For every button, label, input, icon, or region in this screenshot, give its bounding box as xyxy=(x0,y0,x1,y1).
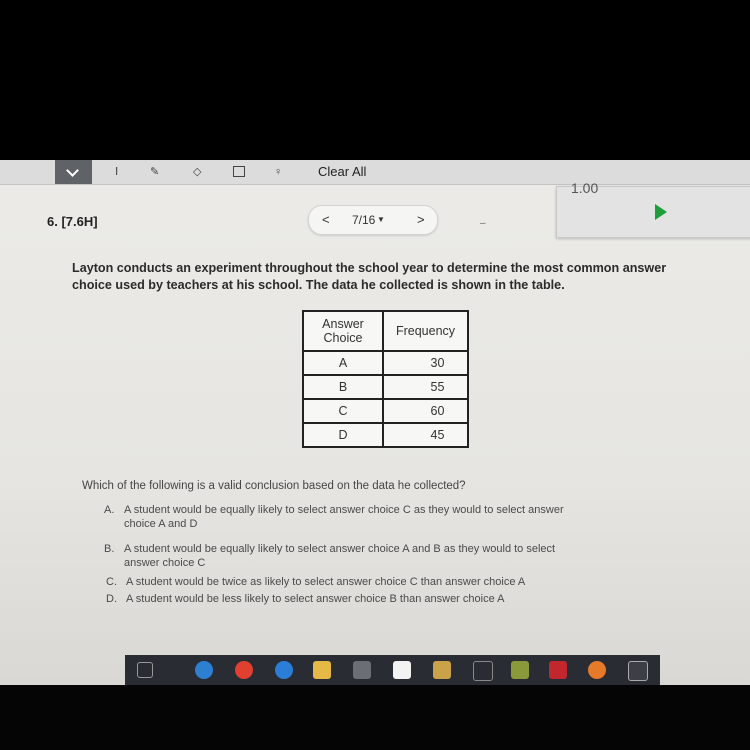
column-header-answer-choice: Answer Choice xyxy=(303,311,383,351)
answer-choice-c[interactable] xyxy=(106,575,525,589)
choice-text: answer choice C xyxy=(124,557,206,569)
file-explorer-icon[interactable] xyxy=(313,661,331,679)
chevron-down-icon xyxy=(66,164,79,177)
answer-choice-cell: A xyxy=(303,351,383,375)
document-icon[interactable] xyxy=(393,661,411,679)
answer-choice-cell: C xyxy=(303,399,383,423)
answer-choice-b[interactable] xyxy=(104,542,555,570)
choice-text: A student would be twice as likely to select answer choice C than answer choice A xyxy=(126,576,526,588)
question-prompt: Which of the following is a valid conclusion based on the data he collected? xyxy=(82,480,466,492)
toolbar xyxy=(0,160,750,185)
firefox-icon[interactable] xyxy=(588,661,606,679)
monitor-bezel xyxy=(0,685,750,750)
table-row xyxy=(303,399,468,423)
choice-letter: A. xyxy=(104,504,115,516)
frequency-cell: 45 xyxy=(383,423,468,447)
dropbox-icon[interactable] xyxy=(473,661,493,681)
caret-down-icon[interactable]: ▼ xyxy=(377,215,385,224)
question-stem-line: Layton conducts an experiment throughout the school year to determine the most common answer xyxy=(72,261,667,275)
test-screen xyxy=(0,160,750,685)
choice-text: A student would be equally likely to select answer choice A and B as they would to select xyxy=(124,543,556,555)
pin-icon[interactable]: ♀ xyxy=(274,166,283,178)
text-cursor-icon[interactable]: Ⅰ xyxy=(115,166,119,178)
answer-choice-cell: D xyxy=(303,423,383,447)
edge-icon[interactable] xyxy=(275,661,293,679)
camera-icon[interactable] xyxy=(353,661,371,679)
separator: – xyxy=(480,218,486,229)
frequency-table xyxy=(302,310,469,448)
next-question-button[interactable]: > xyxy=(417,212,425,227)
calendar-icon[interactable] xyxy=(433,661,451,679)
table-row xyxy=(303,423,468,447)
clear-all-button[interactable]: Clear All xyxy=(318,164,367,179)
eraser-icon[interactable]: ◇ xyxy=(193,166,202,178)
taskbar xyxy=(125,655,660,685)
notepad-icon[interactable] xyxy=(233,166,245,177)
opera-icon[interactable] xyxy=(235,661,253,679)
choice-text: choice A and D xyxy=(124,518,198,530)
score-value: 1.00 xyxy=(571,180,599,196)
choice-text: A student would be equally likely to select answer choice C as they would to select answer xyxy=(124,504,564,516)
choice-letter: D. xyxy=(106,593,117,605)
table-row xyxy=(303,375,468,399)
shield-icon[interactable] xyxy=(628,661,648,681)
task-view-icon[interactable] xyxy=(137,662,153,678)
frequency-cell: 60 xyxy=(383,399,468,423)
page-indicator[interactable]: 7/16 xyxy=(352,213,376,227)
score-panel xyxy=(556,180,750,238)
question-stem xyxy=(72,260,682,294)
frequency-cell: 30 xyxy=(383,351,468,375)
table-row xyxy=(303,351,468,375)
answer-choice-a[interactable] xyxy=(104,503,564,531)
column-header-frequency: Frequency xyxy=(383,311,468,351)
question-number: 6. [7.6H] xyxy=(47,214,98,229)
play-icon[interactable] xyxy=(655,204,667,220)
previous-question-button[interactable]: < xyxy=(322,212,330,227)
question-navigator xyxy=(308,205,438,235)
question-stem-line: choice used by teachers at his school. The data he collected is shown in the table. xyxy=(72,278,565,292)
answer-choice-d[interactable] xyxy=(106,592,505,606)
choice-letter: B. xyxy=(104,543,115,555)
choice-text: A student would be less likely to select answer choice B than answer choice A xyxy=(126,593,505,605)
collapse-toolbar-button[interactable] xyxy=(55,160,92,184)
table-header-row xyxy=(303,311,468,351)
highlighter-icon[interactable]: ✎ xyxy=(150,166,160,178)
choice-letter: C. xyxy=(106,576,117,588)
game-icon[interactable] xyxy=(549,661,567,679)
frequency-cell: 55 xyxy=(383,375,468,399)
app-icon[interactable] xyxy=(511,661,529,679)
chrome-icon[interactable] xyxy=(195,661,213,679)
answer-choice-cell: B xyxy=(303,375,383,399)
